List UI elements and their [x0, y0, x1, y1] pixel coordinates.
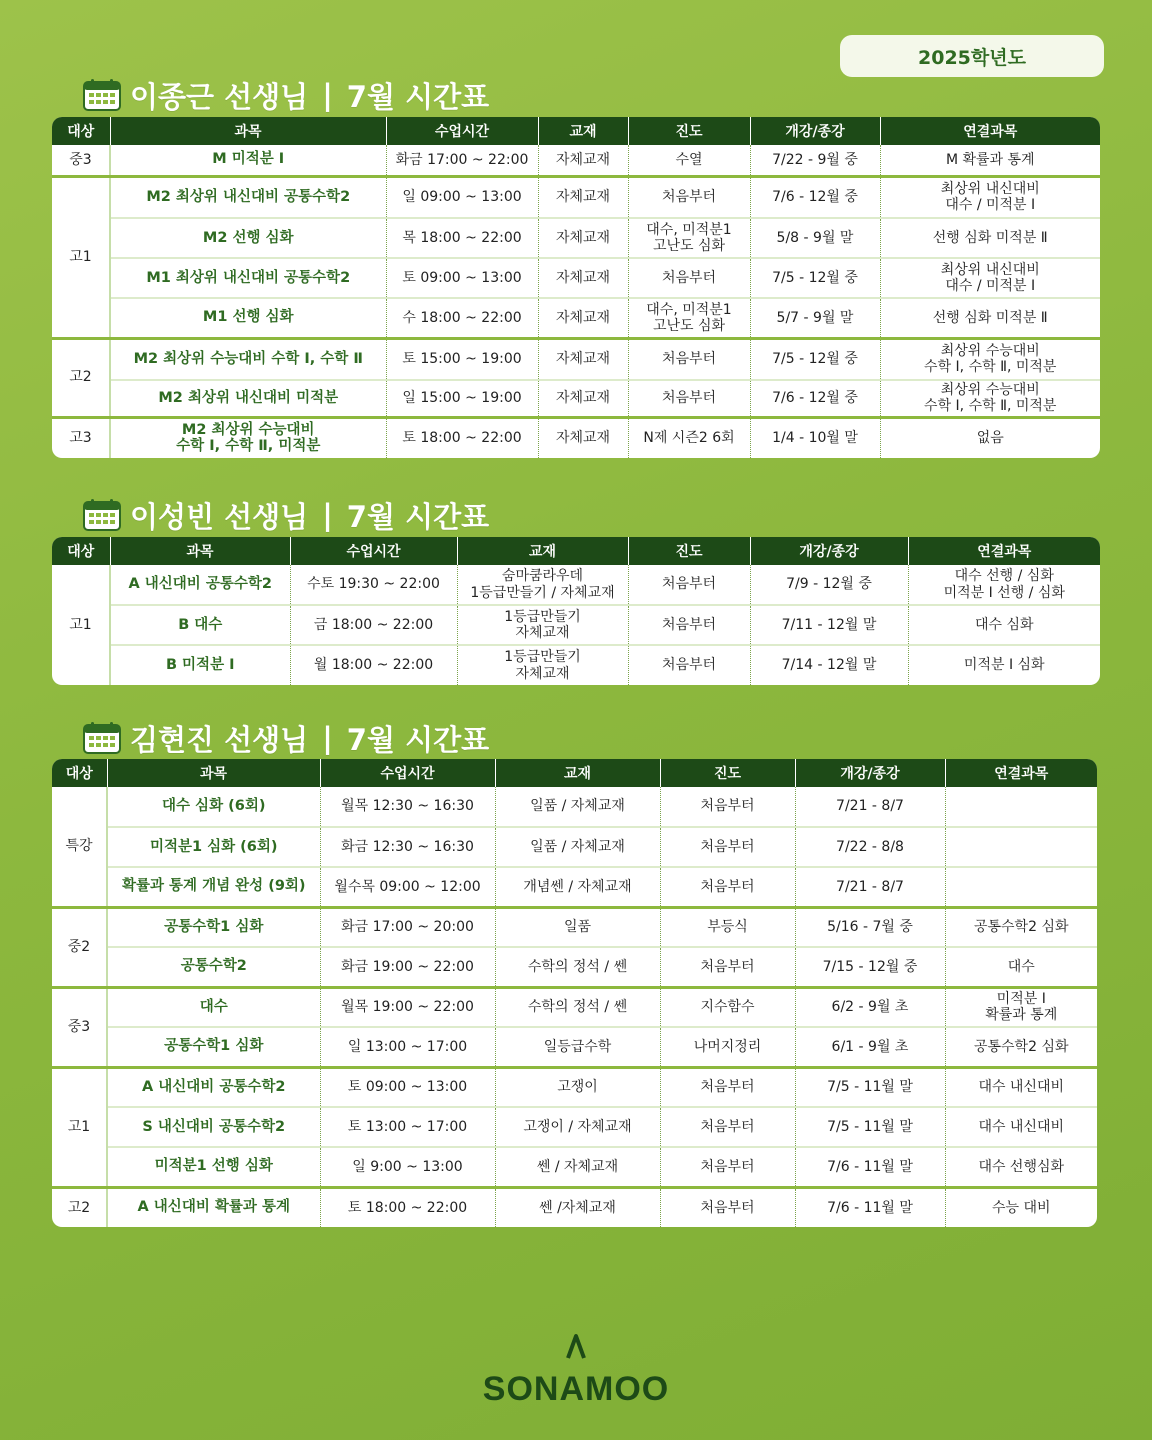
subject-cell: B 대수 [110, 605, 290, 645]
column-header: 연결과목 [908, 537, 1100, 565]
period-cell: 5/16 - 7월 중 [795, 907, 945, 947]
subject-cell: 공통수학1 심화 [107, 907, 320, 947]
period-cell: 7/22 - 8/8 [795, 827, 945, 867]
teacher-name: 이종근 선생님 [130, 79, 309, 114]
table-row [52, 565, 1100, 605]
time-cell: 토 18:00 ~ 22:00 [320, 1187, 495, 1227]
grade-cell: 중3 [52, 987, 107, 1067]
progress-cell: 처음부터 [660, 947, 795, 987]
section-title-lee-jonggeun [82, 75, 489, 115]
progress-cell: 수열 [628, 145, 750, 176]
table-row [52, 645, 1100, 685]
textbook-cell: 1등급만들기 자체교재 [457, 645, 628, 685]
column-header: 교재 [457, 537, 628, 565]
period-cell: 7/21 - 8/7 [795, 787, 945, 827]
grade-cell: 중3 [52, 145, 110, 176]
grade-cell: 특강 [52, 787, 107, 907]
calendar-icon [82, 498, 122, 532]
textbook-cell: 자체교재 [538, 176, 628, 218]
period-cell: 7/9 - 12월 중 [750, 565, 908, 605]
linked-course-cell [945, 867, 1097, 907]
textbook-cell: 자체교재 [538, 338, 628, 380]
subject-cell: M1 선행 심화 [110, 298, 386, 338]
grade-cell: 고2 [52, 338, 110, 417]
column-header: 진도 [628, 117, 750, 145]
grade-cell: 중2 [52, 907, 107, 987]
linked-course-cell: 대수 선행심화 [945, 1147, 1097, 1187]
subject-cell: M2 최상위 내신대비 공통수학2 [110, 176, 386, 218]
textbook-cell: 쎈 / 자체교재 [495, 1147, 660, 1187]
calendar-icon [82, 721, 122, 755]
linked-course-cell: 미적분 Ⅰ 심화 [963, 657, 1045, 674]
linked-course-cell [945, 827, 1097, 867]
subject-cell: M2 최상위 내신대비 미적분 [110, 380, 386, 417]
progress-cell: 부등식 [660, 907, 795, 947]
school-year-text: 2025학년도 [918, 46, 1026, 69]
column-header: 진도 [628, 537, 750, 565]
time-cell: 수토 19:30 ~ 22:00 [290, 565, 457, 605]
sonamoo-logo [460, 1330, 692, 1410]
table-row [52, 258, 1100, 298]
table-row [52, 867, 1097, 907]
linked-course-cell: 최상위 내신대비 대수 / 미적분 Ⅰ [880, 176, 1100, 218]
section-title-kim-hyunjin [82, 718, 489, 758]
column-header: 과목 [110, 117, 386, 145]
time-cell: 일 15:00 ~ 19:00 [386, 380, 538, 417]
textbook-cell: 숨마쿰라우데 1등급만들기 / 자체교재 [457, 565, 628, 605]
period-cell: 7/5 - 12월 중 [750, 258, 880, 298]
progress-cell: 처음부터 [660, 827, 795, 867]
subject-cell: B 미적분 Ⅰ [110, 645, 290, 685]
grade-cell: 고1 [52, 565, 110, 685]
period-cell: 7/6 - 11월 말 [795, 1187, 945, 1227]
progress-cell: 지수함수 [660, 987, 795, 1027]
linked-course-cell: 미적분 Ⅰ 확률과 통계 [945, 987, 1097, 1027]
grade-cell: 고1 [52, 176, 110, 338]
schedule-label: 7월 시간표 [346, 79, 490, 114]
textbook-cell: 자체교재 [538, 145, 628, 176]
column-header: 교재 [538, 117, 628, 145]
linked-course-cell: M 확률과 통계 [880, 145, 1100, 176]
textbook-cell: 일품 / 자체교재 [495, 827, 660, 867]
column-header: 과목 [107, 759, 320, 787]
progress-cell: 대수, 미적분1 고난도 심화 [628, 298, 750, 338]
period-cell: 5/8 - 9월 말 [750, 218, 880, 258]
calendar-icon [82, 78, 122, 112]
table-header-row [52, 759, 1097, 787]
column-header: 연결과목 [880, 117, 1100, 145]
linked-course-cell: 공통수학2 심화 [945, 907, 1097, 947]
time-cell: 월 18:00 ~ 22:00 [290, 645, 457, 685]
time-cell: 화금 12:30 ~ 16:30 [320, 827, 495, 867]
period-cell: 5/7 - 9월 말 [750, 298, 880, 338]
svg-text:SONAMOO: SONAMOO [482, 1370, 670, 1408]
progress-cell: 처음부터 [660, 787, 795, 827]
linked-course-cell: 최상위 수능대비 수학 Ⅰ, 수학 Ⅱ, 미적분 [880, 380, 1100, 417]
period-cell: 7/6 - 12월 중 [750, 176, 880, 218]
subject-cell: M2 최상위 수능대비 수학 Ⅰ, 수학 Ⅱ, 미적분 [110, 417, 386, 458]
linked-course-cell: 최상위 내신대비 대수 / 미적분 Ⅰ [880, 258, 1100, 298]
table-row [52, 1107, 1097, 1147]
table-header-row [52, 537, 1100, 565]
table-row [52, 176, 1100, 218]
progress-cell: 처음부터 [628, 176, 750, 218]
linked-course-cell: 대수 심화 [908, 605, 1100, 645]
table-row [52, 827, 1097, 867]
school-year-badge [840, 35, 1104, 77]
table-row [52, 987, 1097, 1027]
progress-cell: 처음부터 [660, 1187, 795, 1227]
period-cell: 7/14 - 12월 말 [750, 645, 908, 685]
period-cell: 6/1 - 9월 초 [795, 1027, 945, 1067]
time-cell: 목 18:00 ~ 22:00 [386, 218, 538, 258]
subject-cell: 확률과 통계 개념 완성 (9회) [107, 867, 320, 907]
table-row [52, 947, 1097, 987]
table-row [52, 907, 1097, 947]
period-cell: 7/5 - 12월 중 [750, 338, 880, 380]
time-cell: 토 09:00 ~ 13:00 [386, 258, 538, 298]
time-cell: 월목 12:30 ~ 16:30 [320, 787, 495, 827]
subject-cell: S 내신대비 공통수학2 [107, 1107, 320, 1147]
linked-course-cell: 최상위 수능대비 수학 Ⅰ, 수학 Ⅱ, 미적분 [880, 338, 1100, 380]
subject-cell: A 내신대비 공통수학2 [110, 565, 290, 605]
section-title-lee-seongbin [82, 495, 489, 535]
progress-cell: 처음부터 [628, 565, 750, 605]
table-row [52, 298, 1100, 338]
title-separator: | [322, 721, 333, 755]
linked-course-cell: 대수 선행 / 심화 미적분 Ⅰ 선행 / 심화 [908, 565, 1100, 605]
progress-cell: 처음부터 [628, 380, 750, 417]
subject-cell: A 내신대비 확률과 통계 [107, 1187, 320, 1227]
linked-course-cell [945, 787, 1097, 827]
table-row [52, 1147, 1097, 1187]
linked-course-cell: 공통수학2 심화 [945, 1027, 1097, 1067]
grade-cell: 고1 [52, 1067, 107, 1187]
linked-course-cell: 없음 [976, 430, 1004, 447]
table-row [52, 787, 1097, 827]
table-row [52, 1027, 1097, 1067]
table-header-row [52, 117, 1100, 145]
column-header: 진도 [660, 759, 795, 787]
subject-cell: 대수 [107, 987, 320, 1027]
time-cell: 월목 19:00 ~ 22:00 [320, 987, 495, 1027]
table-row [52, 145, 1100, 176]
table-row [52, 218, 1100, 258]
period-cell: 7/5 - 11월 말 [795, 1067, 945, 1107]
progress-cell: 처음부터 [660, 1067, 795, 1107]
table-row [52, 1187, 1097, 1227]
progress-cell: 처음부터 [660, 867, 795, 907]
textbook-cell: 자체교재 [538, 380, 628, 417]
period-cell: 1/4 - 10월 말 [750, 417, 880, 458]
schedule-table-lee-jonggeun [52, 117, 1100, 458]
subject-cell: 공통수학1 심화 [107, 1027, 320, 1067]
progress-cell: 처음부터 [660, 1107, 795, 1147]
subject-cell: M2 선행 심화 [110, 218, 386, 258]
table-row [52, 380, 1100, 417]
column-header: 연결과목 [945, 759, 1097, 787]
progress-cell: 나머지정리 [660, 1027, 795, 1067]
time-cell: 토 18:00 ~ 22:00 [386, 417, 538, 458]
textbook-cell: 쎈 /자체교재 [495, 1187, 660, 1227]
time-cell: 일 9:00 ~ 13:00 [320, 1147, 495, 1187]
textbook-cell: 자체교재 [538, 258, 628, 298]
period-cell: 7/6 - 12월 중 [750, 380, 880, 417]
time-cell: 토 15:00 ~ 19:00 [386, 338, 538, 380]
teacher-name: 이성빈 선생님 [130, 499, 309, 534]
table-row [52, 1067, 1097, 1107]
column-header: 교재 [495, 759, 660, 787]
period-cell: 7/5 - 11월 말 [795, 1107, 945, 1147]
progress-cell: 처음부터 [628, 338, 750, 380]
textbook-cell: 1등급만들기 자체교재 [457, 605, 628, 645]
period-cell: 6/2 - 9월 초 [795, 987, 945, 1027]
title-separator: | [322, 498, 333, 532]
period-cell: 7/22 - 9월 중 [750, 145, 880, 176]
column-header: 수업시간 [320, 759, 495, 787]
textbook-cell: 자체교재 [538, 417, 628, 458]
linked-course-cell: 수능 대비 [991, 1199, 1051, 1216]
textbook-cell: 고쟁이 / 자체교재 [495, 1107, 660, 1147]
period-cell: 7/15 - 12월 중 [795, 947, 945, 987]
period-cell: 7/11 - 12월 말 [750, 605, 908, 645]
subject-cell: 미적분1 심화 (6회) [107, 827, 320, 867]
time-cell: 화금 19:00 ~ 22:00 [320, 947, 495, 987]
textbook-cell: 개념쎈 / 자체교재 [495, 867, 660, 907]
schedule-label: 7월 시간표 [346, 722, 490, 757]
column-header: 대상 [52, 759, 107, 787]
textbook-cell: 수학의 정석 / 쎈 [495, 947, 660, 987]
teacher-name: 김현진 선생님 [130, 722, 309, 757]
progress-cell: 처음부터 [628, 645, 750, 685]
table-row [52, 338, 1100, 380]
time-cell: 화금 17:00 ~ 20:00 [320, 907, 495, 947]
textbook-cell: 일등급수학 [495, 1027, 660, 1067]
title-separator: | [322, 78, 333, 112]
subject-cell: M1 최상위 내신대비 공통수학2 [110, 258, 386, 298]
schedule-label: 7월 시간표 [346, 499, 490, 534]
time-cell: 화금 17:00 ~ 22:00 [386, 145, 538, 176]
column-header: 과목 [110, 537, 290, 565]
table-row [52, 417, 1100, 458]
period-cell: 7/21 - 8/7 [795, 867, 945, 907]
time-cell: 토 09:00 ~ 13:00 [320, 1067, 495, 1107]
textbook-cell: 자체교재 [538, 298, 628, 338]
textbook-cell: 일품 [495, 907, 660, 947]
grade-cell: 고2 [52, 1187, 107, 1227]
linked-course-cell: 대수 내신대비 [945, 1107, 1097, 1147]
schedule-table-kim-hyunjin [52, 759, 1097, 1227]
time-cell: 일 09:00 ~ 13:00 [386, 176, 538, 218]
column-header: 대상 [52, 117, 110, 145]
linked-course-cell: 대수 [945, 947, 1097, 987]
period-cell: 7/6 - 11월 말 [795, 1147, 945, 1187]
subject-cell: 미적분1 선행 심화 [107, 1147, 320, 1187]
subject-cell: M2 최상위 수능대비 수학 Ⅰ, 수학 Ⅱ [110, 338, 386, 380]
time-cell: 월수목 09:00 ~ 12:00 [320, 867, 495, 907]
subject-cell: M 미적분 Ⅰ [110, 145, 386, 176]
table-row [52, 605, 1100, 645]
time-cell: 일 13:00 ~ 17:00 [320, 1027, 495, 1067]
column-header: 대상 [52, 537, 110, 565]
textbook-cell: 고쟁이 [495, 1067, 660, 1107]
progress-cell: 처음부터 [628, 605, 750, 645]
progress-cell: 처음부터 [628, 258, 750, 298]
schedule-table-lee-seongbin [52, 537, 1100, 685]
progress-cell: N제 시즌2 6회 [628, 417, 750, 458]
time-cell: 토 13:00 ~ 17:00 [320, 1107, 495, 1147]
textbook-cell: 일품 / 자체교재 [495, 787, 660, 827]
column-header: 개강/종강 [750, 537, 908, 565]
column-header: 개강/종강 [795, 759, 945, 787]
textbook-cell: 수학의 정석 / 쎈 [495, 987, 660, 1027]
time-cell: 수 18:00 ~ 22:00 [386, 298, 538, 338]
subject-cell: 대수 심화 (6회) [107, 787, 320, 827]
time-cell: 금 18:00 ~ 22:00 [290, 605, 457, 645]
progress-cell: 대수, 미적분1 고난도 심화 [628, 218, 750, 258]
column-header: 수업시간 [290, 537, 457, 565]
linked-course-cell: 대수 내신대비 [945, 1067, 1097, 1107]
linked-course-cell: 선행 심화 미적분 Ⅱ [880, 298, 1100, 338]
column-header: 개강/종강 [750, 117, 880, 145]
grade-cell: 고3 [52, 417, 110, 458]
subject-cell: 공통수학2 [107, 947, 320, 987]
linked-course-cell: 선행 심화 미적분 Ⅱ [880, 218, 1100, 258]
subject-cell: A 내신대비 공통수학2 [107, 1067, 320, 1107]
textbook-cell: 자체교재 [538, 218, 628, 258]
progress-cell: 처음부터 [660, 1147, 795, 1187]
column-header: 수업시간 [386, 117, 538, 145]
